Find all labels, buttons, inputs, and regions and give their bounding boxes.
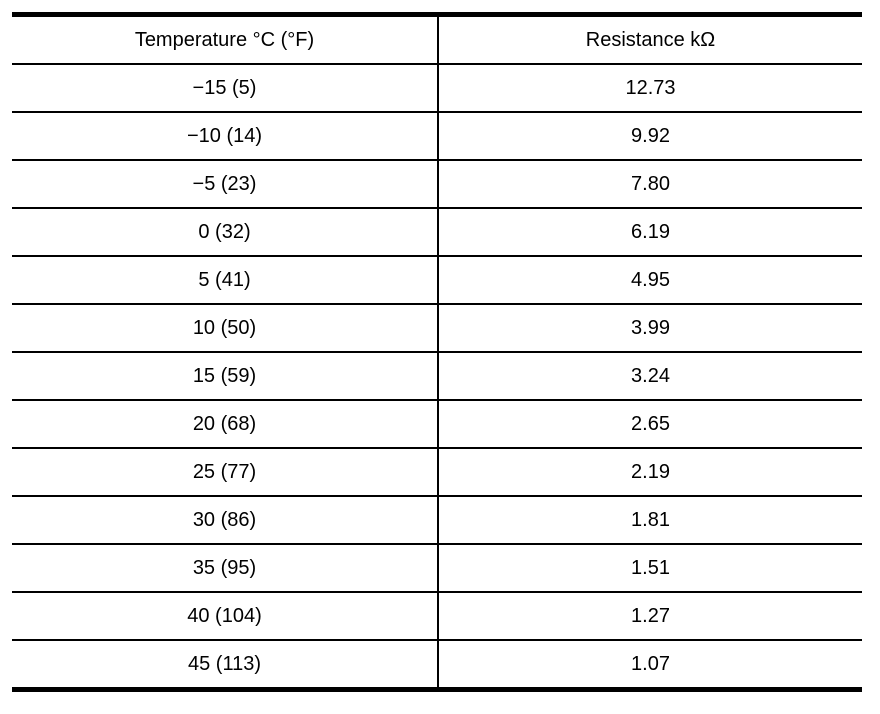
resistance-cell: 1.27	[438, 592, 862, 640]
table-row	[12, 448, 862, 496]
table-row	[12, 544, 862, 592]
table-row	[12, 64, 862, 112]
table-row	[12, 304, 862, 352]
temperature-cell: 15 (59)	[12, 352, 438, 400]
header-resistance: Resistance kΩ	[438, 15, 862, 65]
table-row	[12, 640, 862, 690]
temperature-cell: 0 (32)	[12, 208, 438, 256]
temperature-cell: 35 (95)	[12, 544, 438, 592]
temperature-cell: 10 (50)	[12, 304, 438, 352]
table-row	[12, 400, 862, 448]
resistance-cell: 3.24	[438, 352, 862, 400]
table-row	[12, 160, 862, 208]
resistance-cell: 6.19	[438, 208, 862, 256]
table-row	[12, 208, 862, 256]
temperature-resistance-table-container	[12, 12, 862, 692]
resistance-cell: 7.80	[438, 160, 862, 208]
temperature-resistance-table	[12, 12, 862, 692]
temperature-cell: −10 (14)	[12, 112, 438, 160]
table-row	[12, 256, 862, 304]
resistance-cell: 12.73	[438, 64, 862, 112]
table-header	[12, 15, 862, 65]
resistance-cell: 1.81	[438, 496, 862, 544]
table-row	[12, 496, 862, 544]
temperature-cell: −15 (5)	[12, 64, 438, 112]
resistance-cell: 2.65	[438, 400, 862, 448]
temperature-cell: −5 (23)	[12, 160, 438, 208]
resistance-cell: 2.19	[438, 448, 862, 496]
header-temperature: Temperature °C (°F)	[12, 15, 438, 65]
temperature-cell: 45 (113)	[12, 640, 438, 690]
table-row	[12, 352, 862, 400]
resistance-cell: 4.95	[438, 256, 862, 304]
temperature-cell: 30 (86)	[12, 496, 438, 544]
header-row	[12, 15, 862, 65]
temperature-cell: 25 (77)	[12, 448, 438, 496]
table-row	[12, 112, 862, 160]
table-row	[12, 592, 862, 640]
resistance-cell: 1.51	[438, 544, 862, 592]
table-body	[12, 64, 862, 690]
resistance-cell: 9.92	[438, 112, 862, 160]
resistance-cell: 1.07	[631, 652, 670, 675]
temperature-cell: 40 (104)	[12, 592, 438, 640]
resistance-cell: 3.99	[438, 304, 862, 352]
temperature-cell: 5 (41)	[12, 256, 438, 304]
temperature-cell: 20 (68)	[12, 400, 438, 448]
